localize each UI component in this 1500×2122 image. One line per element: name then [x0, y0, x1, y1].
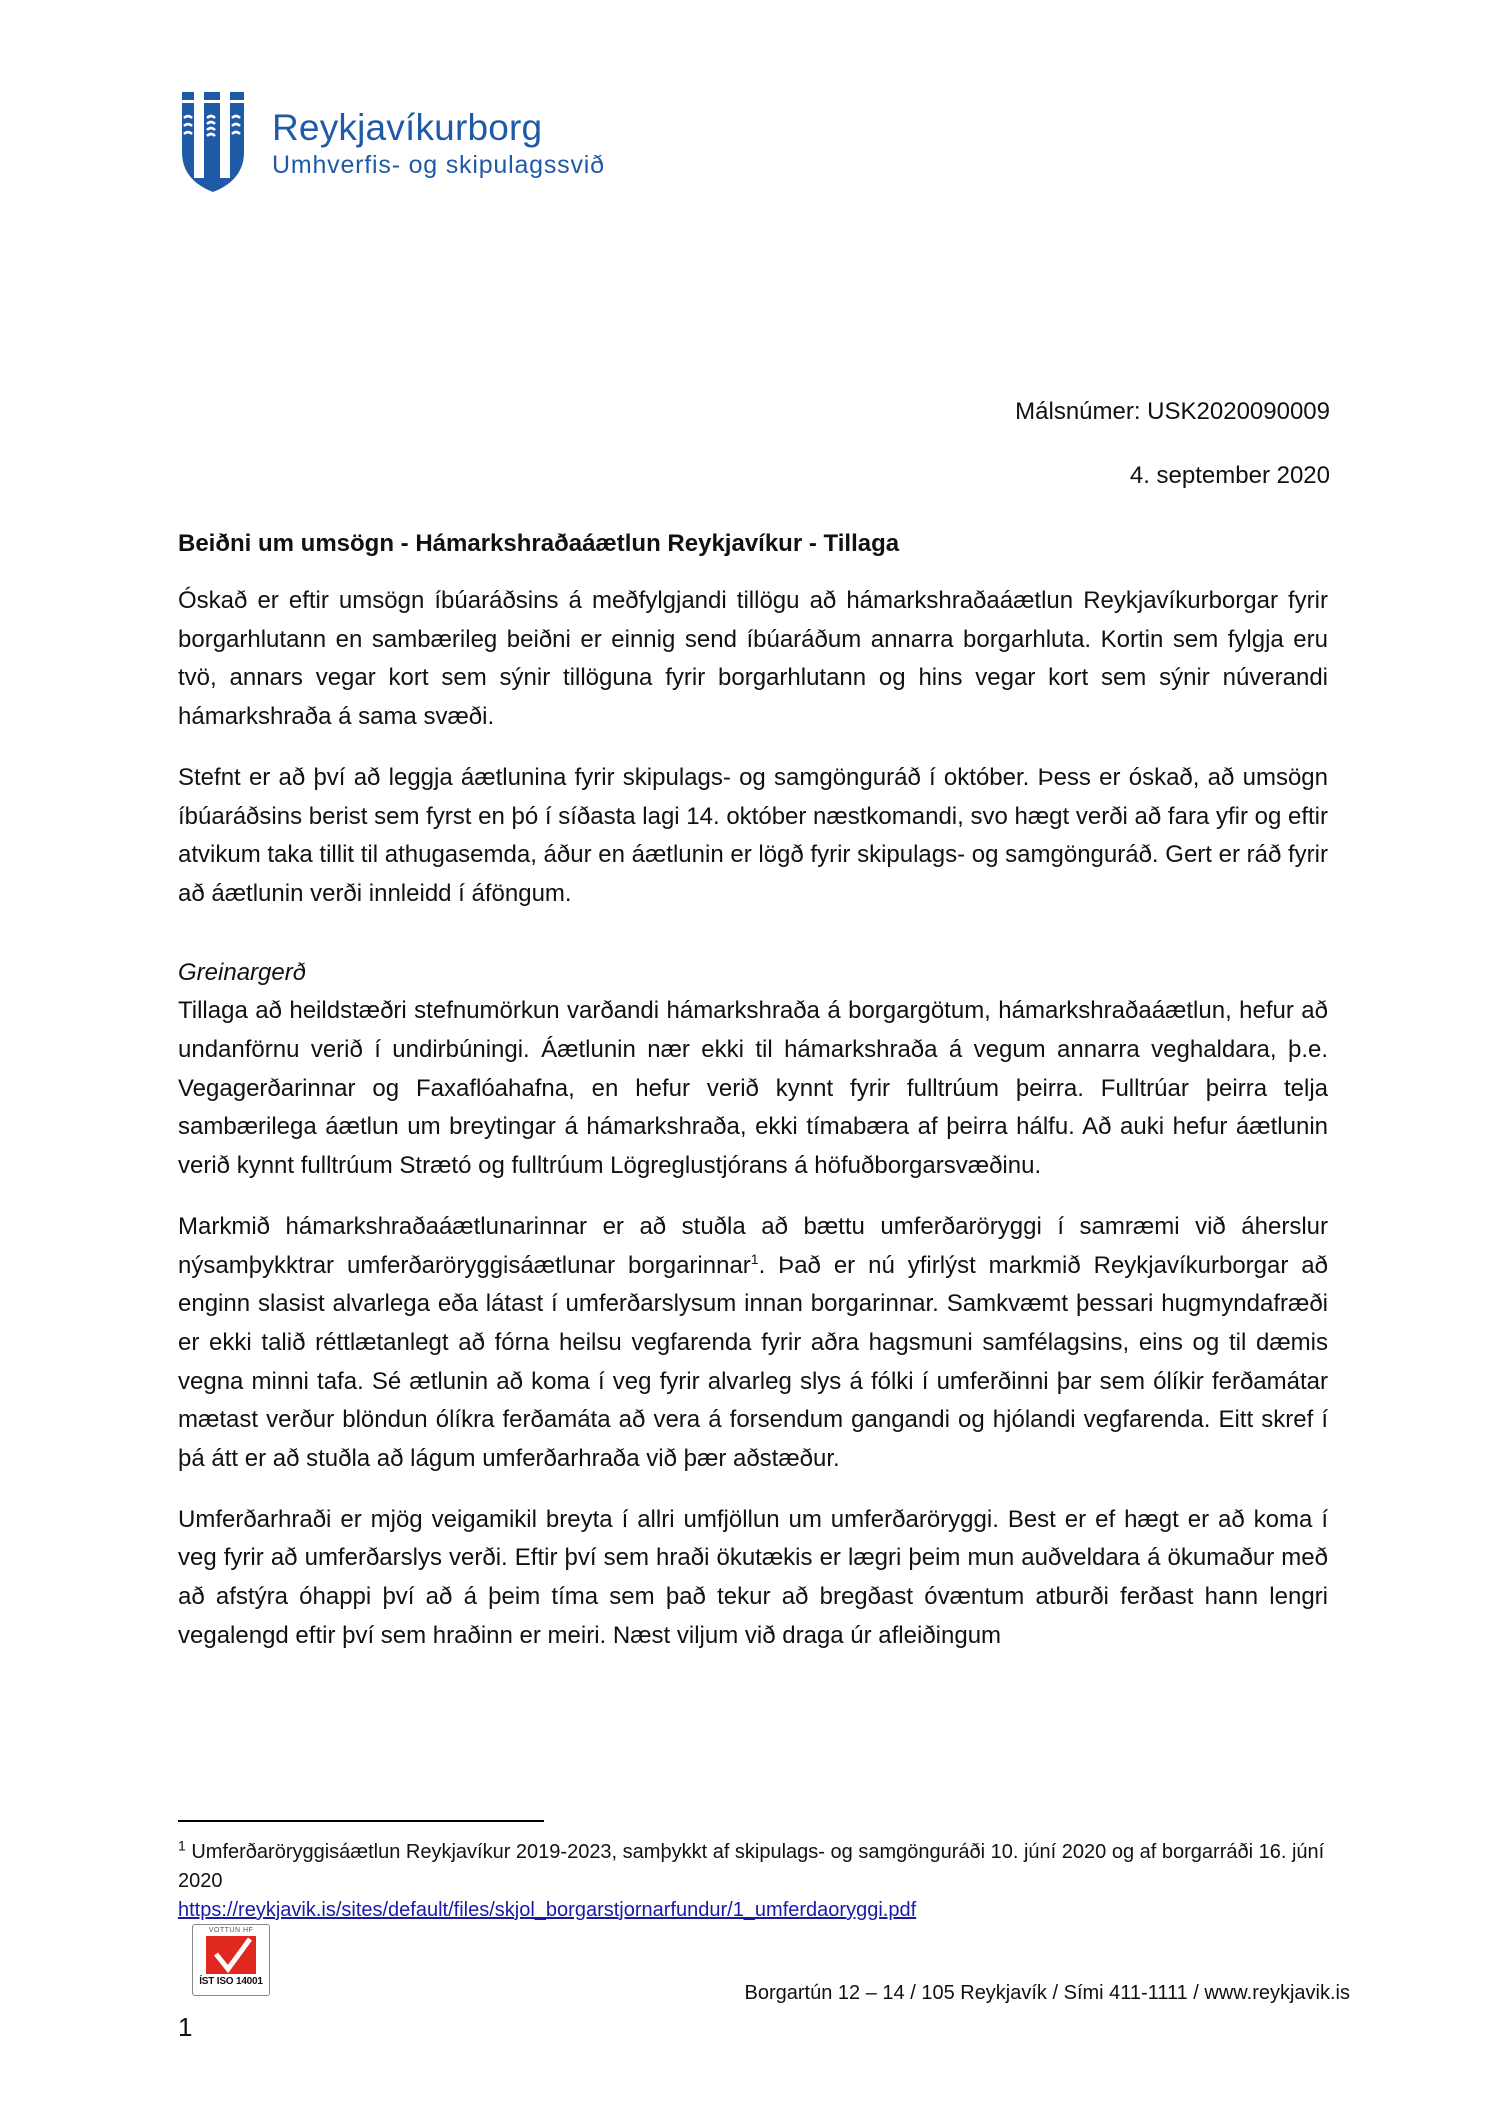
- paragraph-goal-start: Markmið hámarkshraðaáætlunarinnar er að stuðla að bættu umferðaröryggi í samræmi við áherslur nýsamþykktrar umferðaröryggisáætlunar borgarinnar: [178, 1212, 1328, 1279]
- paragraph-speed: Umferðarhraði er mjög veigamikil breyta í allri umfjöllun um umferðaröryggi. Best er ef hægt er að koma í veg fyrir að umferðarslys verði. Eftir því sem hraði ökutækis er lægri þeim mun auðveldara á ökumaður með að afstýra óhappi því að á þeim tíma sem það tekur að bregðast óvæntum atburði ferðast hann lengri vegalengd eftir því sem hraðinn er meiri. Næst viljum við draga úr afleiðingum: [178, 1505, 1328, 1649]
- reykjavik-crest-icon: [180, 90, 246, 194]
- reykjavik-logo: [180, 90, 605, 194]
- paragraph-goal: [178, 1208, 1328, 1479]
- paragraph-goal-end: . Það er nú yfirlýst markmið Reykjavíkurborgar að enginn slasist alvarlega eða látast í umferðarslysum innan borgarinnar. Samkvæmt þessari hugmyndafræði er ekki talið réttlætanlegt að fórna heilsu vegfarenda fyrir aðra hagsmuni samfélagsins, eins og til dæmis vegna minni tafa. Sé ætlunin að koma í veg fyrir alvarleg slys á fólki í umferðinni þar sem ólíkir ferðamátar mætast verður blöndun ólíkra ferðamáta að vera á forsendum gangandi og hjólandi vegfarenda. Eitt skref í þá átt er að stuðla að lágum umferðarhraða við þær aðstæður.: [178, 1251, 1328, 1473]
- document-date: 4. september 2020: [1129, 462, 1330, 489]
- paragraph-background: Tillaga að heildstæðri stefnumörkun varðandi hámarkshraða á borgargötum, hámarkshraðaáætlun, hefur að undanförnu verið í undirbúningi. Áætlunin nær ekki til hámarkshraða á vegum annarra veghaldara, þ.e. Vegagerðarinnar og Faxaflóahafna, en hefur verið kynnt fyrir fulltrúum þeirra. Fulltrúar þeirra telja sambærilega áætlun um breytingar á hámarkshraða, ekki tímabæra af þeirra hálfu. Að auki hefur áætlunin verið kynnt fulltrúum Strætó og fulltrúum Lögreglustjórans á höfuðborgarsvæðinu.: [178, 997, 1328, 1180]
- footnote: [178, 1838, 1338, 1925]
- logo-title: Reykjavíkurborg: [272, 107, 543, 148]
- checkmark-icon: [206, 1936, 256, 1974]
- footnote-reference[interactable]: 1: [750, 1250, 759, 1267]
- logo-subtitle: Umhverfis- og skipulagssvið: [272, 151, 605, 179]
- badge-issuer: VOTTUN HF: [208, 1927, 254, 1934]
- footnote-link[interactable]: https://reykjavik.is/sites/default/files/skjol_borgarstjornarfundur/1_umferdaoryggi.pdf: [178, 1899, 917, 1921]
- paragraph-request: Óskað er eftir umsögn íbúaráðsins á meðfylgjandi tillögu að hámarkshraðaáætlun Reykjavíkurborgar fyrir borgarhlutann en sambærileg beiðni er einnig send íbúaráðum annarra borgarhluta. Kortin sem fylgja eru tvö, annars vegar kort sem sýnir tillöguna fyrir borgarhlutann og hins vegar kort sem sýnir núverandi hámarkshraða á sama svæði.: [178, 587, 1328, 731]
- document-body: [178, 528, 1328, 1678]
- document-subject: Beiðni um umsögn - Hámarkshraðaáætlun Reykjavíkur - Tillaga: [178, 530, 900, 557]
- footer-address: Borgartún 12 – 14 / 105 Reykjavík / Sími 411-1111 / www.reykjavik.is: [744, 1982, 1350, 2004]
- footnote-text: Umferðaröryggisáætlun Reykjavíkur 2019-2023, samþykkt af skipulags- og samgönguráði 10. júní 2020 og af borgarráði 16. júní 2020: [178, 1841, 1325, 1892]
- page-number: 1: [178, 2012, 193, 2042]
- case-number: Málsnúmer: USK2020090009: [1015, 398, 1330, 425]
- paragraph-timeline: Stefnt er að því að leggja áætlunina fyrir skipulags- og samgönguráð í október. Þess er óskað, að umsögn íbúaráðsins berist sem fyrst en þó í síðasta lagi 14. október næstkomandi, svo hægt verði að fara yfir og eftir atvikum taka tillit til athugasemda, áður en áætlunin er lögð fyrir skipulags- og samgönguráð. Gert er ráð fyrir að áætlunin verði innleidd í áföngum.: [178, 763, 1328, 907]
- iso-14001-badge: [192, 1924, 270, 1996]
- footnote-separator: [178, 1820, 544, 1822]
- badge-label: ÍST ISO 14001: [199, 1976, 263, 1987]
- footnote-marker: 1: [178, 1837, 186, 1854]
- section-heading-greinargerd: Greinargerð: [178, 958, 307, 986]
